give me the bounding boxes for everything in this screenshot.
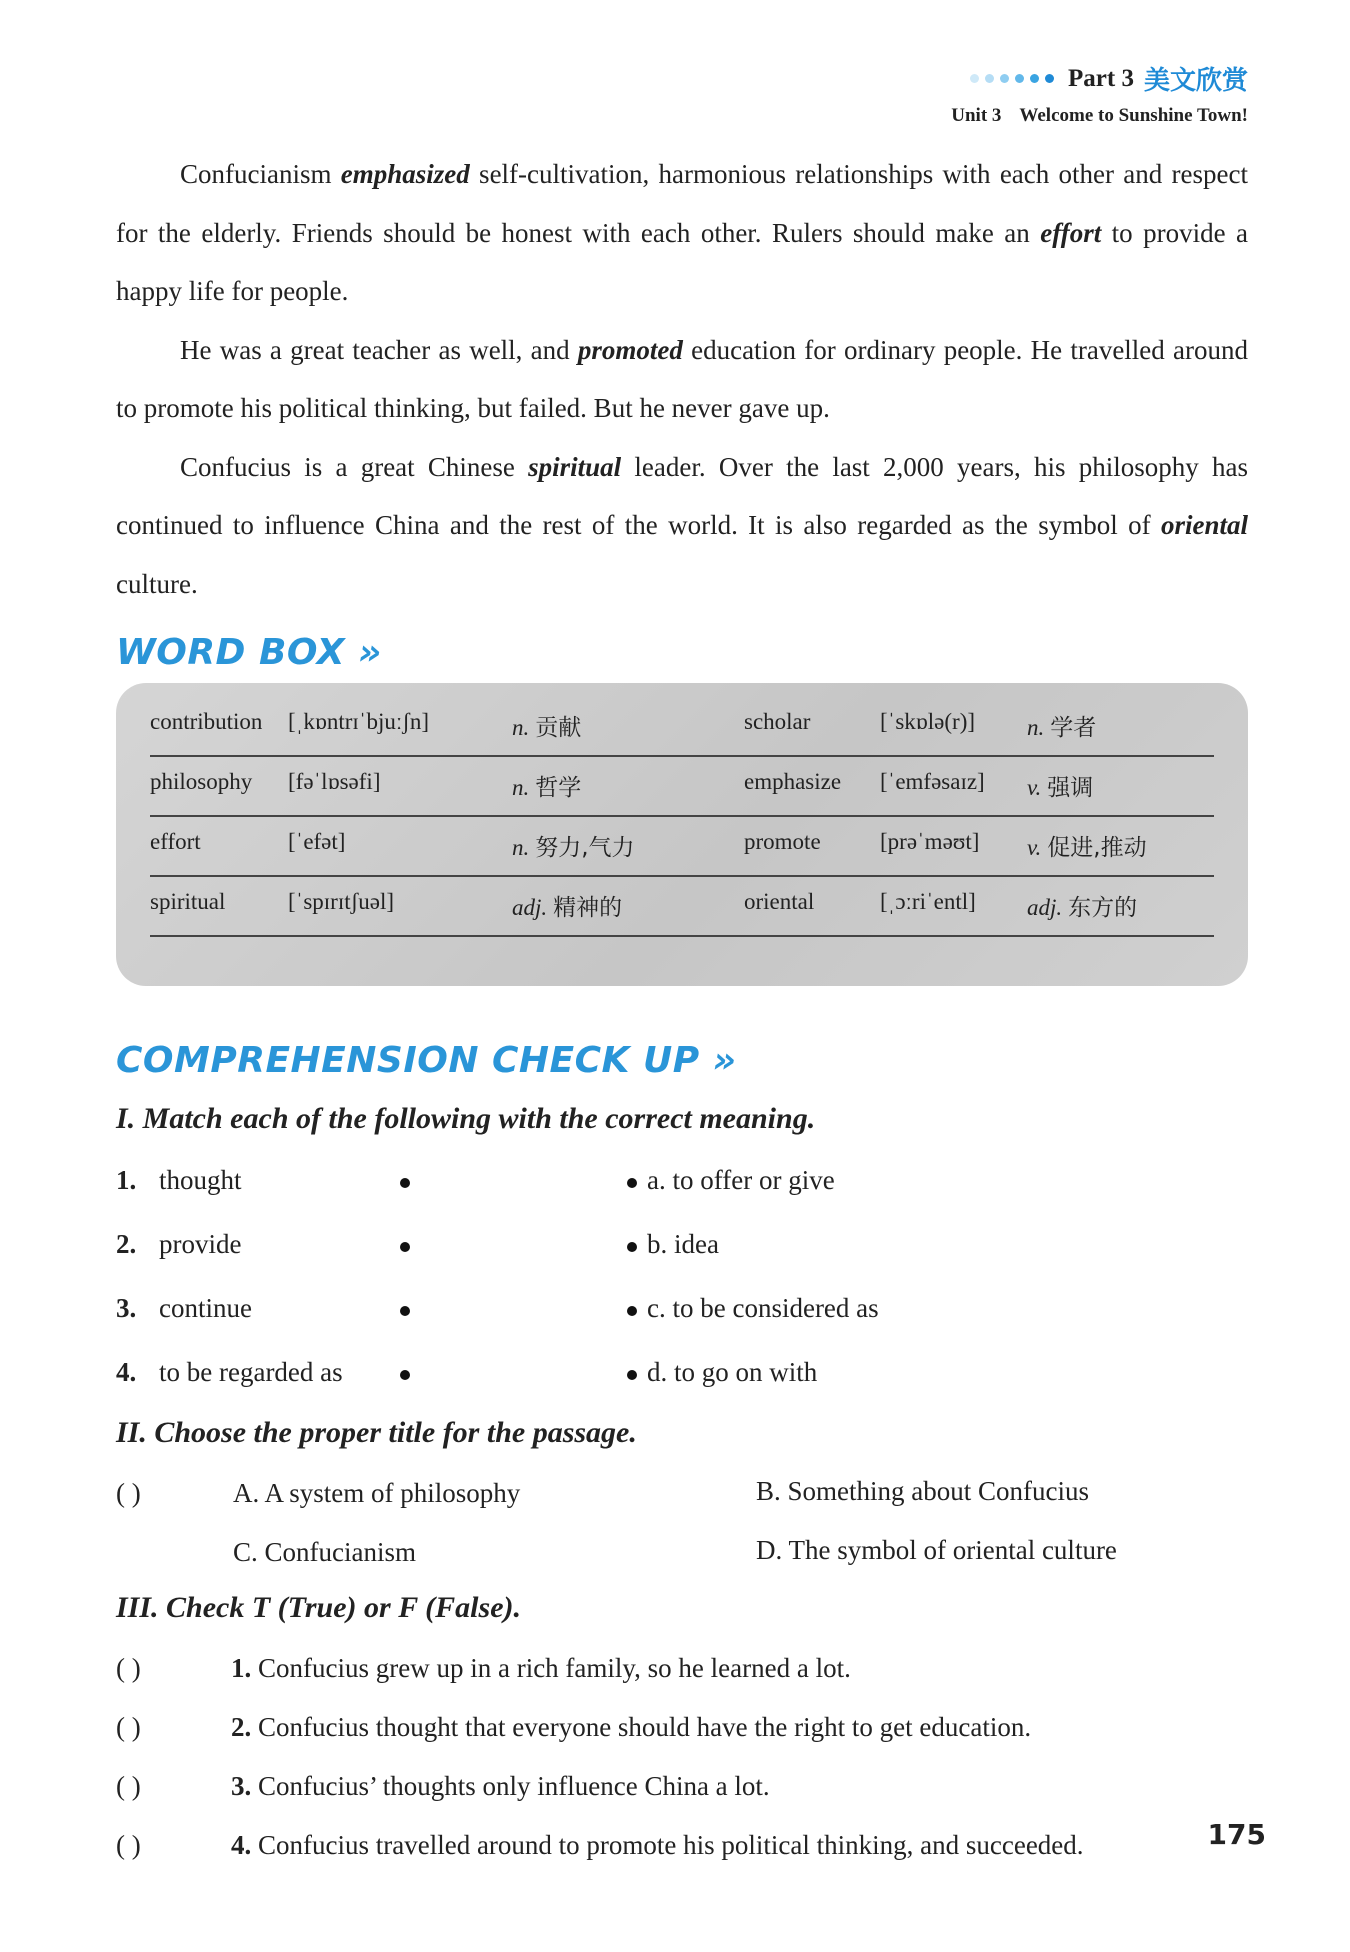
chinese-meaning: 贡献 [535,715,582,741]
dot-2 [985,74,994,83]
answer-blank[interactable]: ( ) [116,1830,141,1860]
tf-item [231,1771,770,1802]
match-item [116,1229,1216,1269]
word: spiritual [150,889,226,914]
word: philosophy [150,769,253,794]
part-label: Part 3 [1068,64,1134,92]
double-arrow-icon: » [358,632,382,673]
match-item [116,1165,1216,1205]
chinese-meaning: 促进,推动 [1047,835,1147,861]
phonetic: [ˌkɒntrɪˈbjuːʃn] [288,709,430,734]
match-dot-right[interactable] [627,1178,637,1188]
item-number: 2. [231,1712,252,1742]
match-term: thought [159,1165,242,1195]
dot-1 [970,74,979,83]
answer-blank[interactable]: ( ) [116,1712,141,1742]
word: promote [744,829,821,854]
keyword-effort: effort [1040,217,1102,248]
part-of-speech: n. [512,835,530,860]
chinese-meaning: 学者 [1050,715,1097,741]
text: leader. Over the last 2,000 years, his philosophy has continued to influence China and the rest of the world. It is also regarded as the symbol of [116,451,1248,540]
statement: Confucius travelled around to promote his political thinking, and succeeded. [258,1830,1084,1860]
part-of-speech: v. [1027,835,1042,860]
phonetic: [ˈefət] [288,829,346,854]
item-number: 3. [231,1771,252,1801]
part-of-speech: n. [1027,715,1045,740]
answer-blank[interactable]: ( ) [116,1478,141,1508]
match-dot-right[interactable] [627,1370,637,1380]
item-number: 4. [231,1830,252,1860]
unit-label: Unit 3 [951,105,1002,126]
word-box-title: WORD BOX [116,632,345,673]
keyword-emphasized: emphasized [340,159,470,189]
match-meaning: c. to be considered as [647,1293,879,1323]
match-term: to be regarded as [159,1357,343,1387]
part-of-speech: adj. [1027,895,1063,920]
word-box-row [150,815,1214,877]
part-of-speech: adj. [512,895,548,920]
match-dot-right[interactable] [627,1306,637,1316]
match-item [116,1357,1216,1397]
phonetic: [ˈemfəsaɪz] [880,769,985,794]
exercise-3-title: III. Check T (True) or F (False). [116,1591,521,1624]
option-a: A. A system of philosophy [233,1478,521,1508]
part-of-speech: n. [512,775,530,800]
phonetic: [prəˈməʊt] [880,829,980,854]
dot-5 [1030,74,1039,83]
part-of-speech: v. [1027,775,1042,800]
part-chinese-title: 美文欣赏 [1143,66,1248,96]
double-arrow-icon: » [712,1040,737,1081]
paragraph-1 [116,145,1248,321]
option-d: D. The symbol of oriental culture [756,1535,1117,1565]
match-dot-left[interactable] [400,1242,410,1252]
phonetic: [ˌɔːriˈentl] [880,889,976,914]
text: He was a great teacher as well, and [180,334,578,365]
match-dot-left[interactable] [400,1370,410,1380]
item-number: 4. [116,1357,137,1387]
word-box [116,683,1248,986]
keyword-promoted: promoted [577,334,683,365]
page-number: 175 [1207,1818,1266,1851]
comprehension-heading [116,1040,737,1081]
statement: Confucius grew up in a rich family, so he learned a lot. [258,1653,851,1683]
match-item [116,1293,1216,1333]
match-meaning: b. idea [647,1229,719,1259]
statement: Confucius’ thoughts only influence China a lot. [258,1771,770,1801]
statement: Confucius thought that everyone should have the right to get education. [258,1712,1032,1742]
item-number: 3. [116,1293,137,1323]
word: effort [150,829,201,854]
item-number: 1. [231,1653,252,1683]
word-box-heading [116,632,382,673]
word-box-row [150,695,1214,757]
chinese-meaning: 努力,气力 [535,835,635,861]
match-meaning: a. to offer or give [647,1165,835,1195]
answer-blank[interactable]: ( ) [116,1653,141,1683]
text: to provide a happy life for people. [116,217,1248,306]
phonetic: [fəˈlɒsəfi] [288,769,381,794]
unit-title: Welcome to Sunshine Town! [1019,105,1248,126]
text: education for ordinary people. He travelled around to promote his political thinking, but failed. But he never gave up. [116,334,1248,423]
word-box-row [150,875,1214,937]
dot-4 [1015,74,1024,83]
option-b: B. Something about Confucius [756,1476,1089,1506]
word-box-row [150,755,1214,817]
paragraph-3 [116,438,1248,614]
phonetic: [ˈskɒlə(r)] [880,709,976,734]
comprehension-title: COMPREHENSION CHECK UP [116,1040,700,1081]
match-meaning: d. to go on with [647,1357,818,1387]
text: Confucianism [180,159,341,189]
item-number: 1. [116,1165,137,1195]
chinese-meaning: 东方的 [1068,895,1138,921]
reading-passage [116,145,1248,613]
word: oriental [744,889,815,914]
dot-6 [1045,74,1054,83]
word: emphasize [744,769,842,794]
word: contribution [150,709,263,734]
word: scholar [744,709,811,734]
match-dot-left[interactable] [400,1178,410,1188]
text: culture. [116,568,198,599]
keyword-oriental: oriental [1160,510,1248,540]
exercise-1-title: I. Match each of the following with the correct meaning. [116,1102,816,1135]
answer-blank[interactable]: ( ) [116,1771,141,1801]
option-c: C. Confucianism [233,1537,416,1567]
part-of-speech: n. [512,715,530,740]
item-number: 2. [116,1229,137,1259]
keyword-spiritual: spiritual [528,451,622,482]
dot-3 [1000,74,1009,83]
tf-item [231,1712,1031,1743]
page-header [951,60,1248,127]
text: Confucius is a great Chinese [180,451,529,482]
chinese-meaning: 精神的 [553,895,623,921]
match-dot-left[interactable] [400,1306,410,1316]
phonetic: [ˈspɪrɪtʃuəl] [288,889,395,914]
match-term: provide [159,1229,242,1259]
decorative-dots [970,74,1054,83]
paragraph-2 [116,321,1248,438]
text: self-cultivation, harmonious relationships with each other and respect for the elderly. Friends should be honest with each other. Rulers should make an [116,159,1249,248]
match-term: continue [159,1293,252,1323]
tf-item [231,1830,1084,1861]
exercise-2-title: II. Choose the proper title for the passage. [116,1416,637,1449]
tf-item [231,1653,851,1684]
match-dot-right[interactable] [627,1242,637,1252]
chinese-meaning: 哲学 [535,775,582,801]
chinese-meaning: 强调 [1047,775,1094,801]
